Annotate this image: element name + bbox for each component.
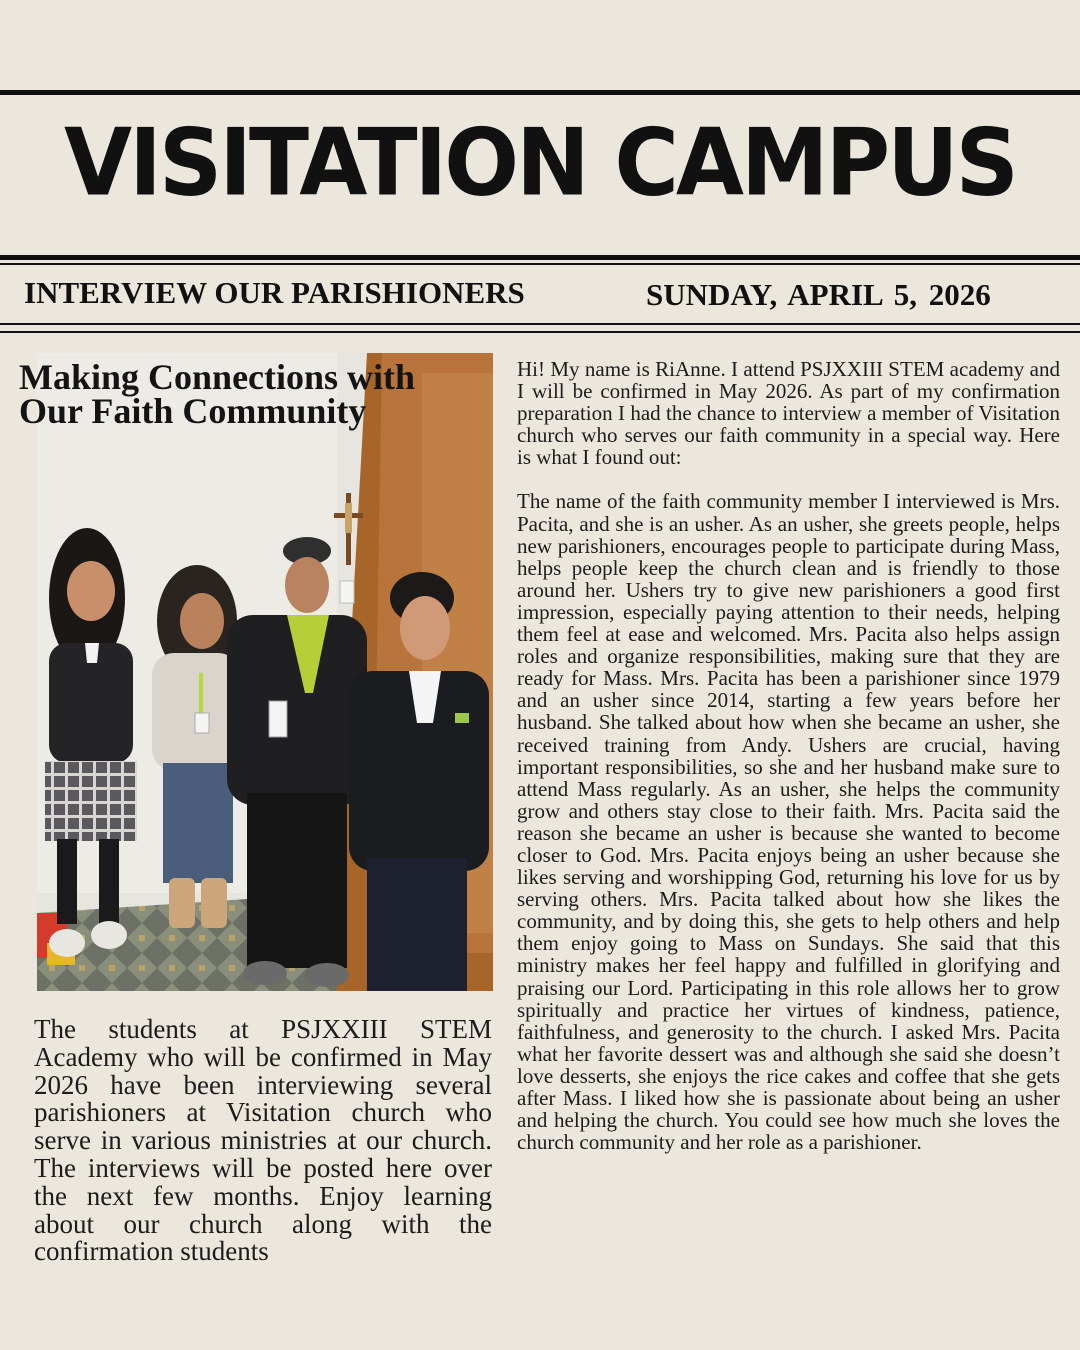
header-bottom-rule-2 <box>0 331 1080 333</box>
feature-headline-line-1: Making Connections with <box>19 357 416 397</box>
article-paragraph-1: Hi! My name is RiAnne. I attend PSJXXIII STEM academy and I will be confirmed in May 2026. As part of my confirmation preparation I had the chance to interview a member of Visitation church who serves our faith community in a special way. Here is what I found out: <box>517 357 1060 470</box>
header-bottom-rule-1 <box>0 323 1080 325</box>
section-title: INTERVIEW OUR PARISHIONERS <box>24 275 525 310</box>
issue-date: SUNDAY, APRIL 5, 2026 <box>646 277 991 312</box>
interview-article <box>517 358 1060 1175</box>
masthead-top-rule <box>0 90 1080 95</box>
feature-headline <box>19 357 499 431</box>
masthead-title: VISITATION CAMPUS <box>64 108 1016 217</box>
masthead-bottom-rule-thin <box>0 263 1080 265</box>
article-paragraph-2: The name of the faith community member I interviewed is Mrs. Pacita, and she is an usher. As an usher, she greets people, helps new parishioners, encourages people to participate during Mass, helps people keep the church clean and is friendly to those around her. Ushers try to give new parishioners a good first impression, especially paying attention to their needs, helping them feel at ease and welcomed. Mrs. Pacita also helps assign roles and organize responsibilities, making sure that they are ready for Mass. Mrs. Pacita has been a parishioner since 1979 and an usher since 2014, starting a few years before her husband. She talked about how when she became an usher, she received training from Andy. Ushers are crucial, having important responsibilities, so she and her husband make sure to attend Mass regularly. As an usher, she helps the community grow and others stay close to their faith. Mrs. Pacita said the reason she became an usher is because she wanted to become closer to God. Mrs. Pacita enjoys being an usher because she likes serving and worshipping God, returning his love for us by serving others. Mrs. Pacita talked about how she likes the community, and by doing this, she gets to help others and help them enjoy going to Mass on Sundays. She said that this ministry makes her feel happy and fulfilled in glorifying and praising our Lord. Participating in this role allows her to grow spiritually and practice her virtues of kindness, patience, faithfulness, and generosity to the church. I asked Mrs. Pacita what her favorite dessert was and although she said she doesn’t love desserts, she enjoys the rice cakes and coffee that she gets after Mass. I liked how she is passionate about being an usher and helping the church. You could see how much she loves the church community and her role as a parishioner. <box>517 489 1060 1155</box>
feature-intro: The students at PSJXXIII STEM Academy who will be confirmed in May 2026 have been interviewing several parishioners at Visitation church who serve in various ministries at our church. The interviews will be posted here over the next few months. Enjoy learning about our church along with the confirmation students <box>34 1014 492 1267</box>
feature-headline-line-2: Our Faith Community <box>19 391 367 431</box>
masthead-bottom-rule-thick <box>0 255 1080 260</box>
group-photo-icon <box>37 353 493 991</box>
group-photo <box>37 353 493 991</box>
